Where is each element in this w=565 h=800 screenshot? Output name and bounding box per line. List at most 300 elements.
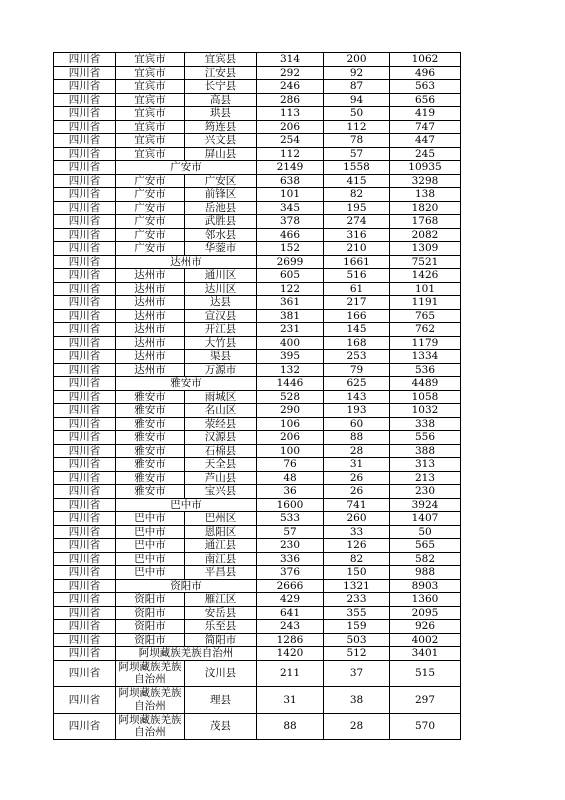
value2-cell: 625 [324,377,390,391]
table-row [54,620,461,634]
table-row [54,404,461,418]
province-cell: 四川省 [54,713,116,740]
table-row [54,134,461,148]
value2-cell: 159 [324,620,390,634]
province-cell: 四川省 [54,93,116,107]
table-row [54,431,461,445]
province-cell: 四川省 [54,134,116,148]
province-cell: 四川省 [54,417,116,431]
value1-cell: 400 [257,336,324,350]
table-row [54,566,461,580]
value2-cell: 78 [324,134,390,148]
table-row [54,336,461,350]
province-cell: 四川省 [54,687,116,714]
value1-cell: 230 [257,539,324,553]
value3-cell: 447 [390,134,461,148]
county-cell: 兴文县 [185,134,257,148]
city-cell: 阿坝藏族羌族自治州 [116,713,185,740]
city-cell: 资阳市 [116,633,185,647]
value2-cell: 50 [324,107,390,121]
value1-cell: 528 [257,390,324,404]
value1-cell: 88 [257,713,324,740]
county-cell: 理县 [185,687,257,714]
city-cell: 宜宾市 [116,66,185,80]
county-cell: 雨城区 [185,390,257,404]
value2-cell: 112 [324,120,390,134]
province-cell: 四川省 [54,593,116,607]
table-row [54,390,461,404]
province-cell: 四川省 [54,161,116,175]
value3-cell: 582 [390,552,461,566]
value3-cell: 101 [390,282,461,296]
value1-cell: 292 [257,66,324,80]
value3-cell: 563 [390,80,461,94]
value2-cell: 200 [324,53,390,67]
table-row [54,471,461,485]
city-cell: 广安市 [116,228,185,242]
province-cell: 四川省 [54,363,116,377]
value3-cell: 388 [390,444,461,458]
value1-cell: 641 [257,606,324,620]
county-cell: 汉源县 [185,431,257,445]
city-cell: 达州市 [116,350,185,364]
table-row [54,363,461,377]
value1-cell: 206 [257,120,324,134]
county-cell: 武胜县 [185,215,257,229]
value3-cell: 1191 [390,296,461,310]
city-cell: 雅安市 [116,444,185,458]
value2-cell: 82 [324,188,390,202]
county-cell: 平昌县 [185,566,257,580]
county-cell: 前锋区 [185,188,257,202]
province-cell: 四川省 [54,525,116,539]
value1-cell: 152 [257,242,324,256]
value2-cell: 126 [324,539,390,553]
county-cell: 高县 [185,93,257,107]
city-cell: 雅安市 [116,404,185,418]
value3-cell: 230 [390,485,461,499]
value3-cell: 1360 [390,593,461,607]
county-cell: 芦山县 [185,471,257,485]
province-cell: 四川省 [54,350,116,364]
city-cell: 宜宾市 [116,134,185,148]
county-cell: 乐至县 [185,620,257,634]
value3-cell: 213 [390,471,461,485]
city-total-row [54,579,461,593]
table-row [54,53,461,67]
value3-cell: 3401 [390,647,461,661]
city-cell: 巴中市 [116,539,185,553]
province-cell: 四川省 [54,498,116,512]
province-cell: 四川省 [54,660,116,687]
province-cell: 四川省 [54,444,116,458]
value1-cell: 1420 [257,647,324,661]
city-cell: 宜宾市 [116,120,185,134]
table-row [54,323,461,337]
value3-cell: 656 [390,93,461,107]
value1-cell: 122 [257,282,324,296]
value3-cell: 765 [390,309,461,323]
value2-cell: 31 [324,458,390,472]
table-row [54,512,461,526]
value3-cell: 338 [390,417,461,431]
value3-cell: 3298 [390,174,461,188]
value3-cell: 515 [390,660,461,687]
value3-cell: 10935 [390,161,461,175]
value3-cell: 2082 [390,228,461,242]
province-cell: 四川省 [54,269,116,283]
value2-cell: 87 [324,80,390,94]
table-row [54,525,461,539]
province-cell: 四川省 [54,647,116,661]
province-cell: 四川省 [54,282,116,296]
city-cell: 宜宾市 [116,53,185,67]
value1-cell: 113 [257,107,324,121]
value2-cell: 195 [324,201,390,215]
table-row [54,485,461,499]
value1-cell: 132 [257,363,324,377]
province-cell: 四川省 [54,606,116,620]
province-cell: 四川省 [54,228,116,242]
county-cell: 恩阳区 [185,525,257,539]
table-row [54,174,461,188]
table-row [54,539,461,553]
city-cell: 广安市 [116,201,185,215]
value3-cell: 2095 [390,606,461,620]
table-row [54,188,461,202]
value2-cell: 512 [324,647,390,661]
province-cell: 四川省 [54,255,116,269]
value1-cell: 76 [257,458,324,472]
value1-cell: 466 [257,228,324,242]
value3-cell: 313 [390,458,461,472]
value2-cell: 274 [324,215,390,229]
value1-cell: 100 [257,444,324,458]
city-cell: 巴中市 [116,566,185,580]
value2-cell: 26 [324,471,390,485]
table-row [54,120,461,134]
city-cell: 阿坝藏族羌族自治州 [116,687,185,714]
province-cell: 四川省 [54,201,116,215]
value1-cell: 31 [257,687,324,714]
table-row [54,660,461,687]
value1-cell: 376 [257,566,324,580]
table-row [54,228,461,242]
value3-cell: 1309 [390,242,461,256]
value3-cell: 496 [390,66,461,80]
value2-cell: 741 [324,498,390,512]
table-row [54,66,461,80]
city-cell: 达州市 [116,309,185,323]
value2-cell: 150 [324,566,390,580]
table-row [54,282,461,296]
value3-cell: 245 [390,147,461,161]
value1-cell: 395 [257,350,324,364]
province-cell: 四川省 [54,336,116,350]
value3-cell: 1426 [390,269,461,283]
value3-cell: 1058 [390,390,461,404]
city-total-row [54,377,461,391]
city-cell: 宜宾市 [116,80,185,94]
value3-cell: 988 [390,566,461,580]
table-row [54,444,461,458]
city-name-cell: 广安市 [116,161,257,175]
value3-cell: 747 [390,120,461,134]
value3-cell: 1062 [390,53,461,67]
city-cell: 宜宾市 [116,147,185,161]
value3-cell: 138 [390,188,461,202]
county-cell: 石棉县 [185,444,257,458]
county-cell: 天全县 [185,458,257,472]
county-cell: 屏山县 [185,147,257,161]
city-total-row [54,498,461,512]
county-cell: 邻水县 [185,228,257,242]
county-cell: 安岳县 [185,606,257,620]
value2-cell: 92 [324,66,390,80]
city-total-row [54,255,461,269]
county-cell: 宜宾县 [185,53,257,67]
city-cell: 达州市 [116,336,185,350]
province-cell: 四川省 [54,512,116,526]
value2-cell: 415 [324,174,390,188]
province-cell: 四川省 [54,539,116,553]
county-cell: 万源市 [185,363,257,377]
value1-cell: 2149 [257,161,324,175]
value1-cell: 1286 [257,633,324,647]
value1-cell: 2699 [257,255,324,269]
value3-cell: 8903 [390,579,461,593]
value1-cell: 2666 [257,579,324,593]
county-cell: 岳池县 [185,201,257,215]
value2-cell: 253 [324,350,390,364]
province-cell: 四川省 [54,296,116,310]
value2-cell: 57 [324,147,390,161]
province-cell: 四川省 [54,53,116,67]
value3-cell: 762 [390,323,461,337]
value2-cell: 193 [324,404,390,418]
value1-cell: 246 [257,80,324,94]
value2-cell: 355 [324,606,390,620]
table-row [54,147,461,161]
value3-cell: 4002 [390,633,461,647]
value1-cell: 112 [257,147,324,161]
city-name-cell: 雅安市 [116,377,257,391]
table-row [54,458,461,472]
city-total-row [54,161,461,175]
province-cell: 四川省 [54,107,116,121]
value2-cell: 94 [324,93,390,107]
value1-cell: 1446 [257,377,324,391]
county-cell: 江安县 [185,66,257,80]
value2-cell: 82 [324,552,390,566]
city-cell: 巴中市 [116,552,185,566]
table-row [54,242,461,256]
table-row [54,593,461,607]
value1-cell: 206 [257,431,324,445]
value3-cell: 419 [390,107,461,121]
table-row [54,107,461,121]
province-cell: 四川省 [54,404,116,418]
county-cell: 达川区 [185,282,257,296]
province-cell: 四川省 [54,323,116,337]
value2-cell: 166 [324,309,390,323]
province-cell: 四川省 [54,458,116,472]
city-cell: 资阳市 [116,606,185,620]
county-cell: 巴州区 [185,512,257,526]
province-cell: 四川省 [54,471,116,485]
value3-cell: 926 [390,620,461,634]
value1-cell: 345 [257,201,324,215]
city-cell: 达州市 [116,363,185,377]
county-cell: 渠县 [185,350,257,364]
table-row [54,350,461,364]
value2-cell: 61 [324,282,390,296]
value1-cell: 48 [257,471,324,485]
county-cell: 简阳市 [185,633,257,647]
value3-cell: 565 [390,539,461,553]
province-cell: 四川省 [54,620,116,634]
value2-cell: 28 [324,713,390,740]
province-cell: 四川省 [54,174,116,188]
province-cell: 四川省 [54,147,116,161]
table-row [54,201,461,215]
value3-cell: 1334 [390,350,461,364]
province-cell: 四川省 [54,309,116,323]
province-cell: 四川省 [54,633,116,647]
city-cell: 雅安市 [116,458,185,472]
province-cell: 四川省 [54,566,116,580]
city-cell: 广安市 [116,242,185,256]
province-cell: 四川省 [54,377,116,391]
city-cell: 宜宾市 [116,93,185,107]
value3-cell: 1032 [390,404,461,418]
value3-cell: 570 [390,713,461,740]
value2-cell: 516 [324,269,390,283]
value2-cell: 33 [324,525,390,539]
value1-cell: 314 [257,53,324,67]
value1-cell: 231 [257,323,324,337]
city-name-cell: 资阳市 [116,579,257,593]
city-cell: 资阳市 [116,620,185,634]
value3-cell: 4489 [390,377,461,391]
province-cell: 四川省 [54,215,116,229]
county-cell: 长宁县 [185,80,257,94]
city-cell: 资阳市 [116,593,185,607]
county-cell: 达县 [185,296,257,310]
city-cell: 广安市 [116,188,185,202]
city-cell: 巴中市 [116,512,185,526]
city-name-cell: 阿坝藏族羌族自治州 [116,647,257,661]
city-cell: 雅安市 [116,431,185,445]
province-cell: 四川省 [54,188,116,202]
city-cell: 广安市 [116,215,185,229]
province-cell: 四川省 [54,552,116,566]
value2-cell: 210 [324,242,390,256]
value1-cell: 106 [257,417,324,431]
city-cell: 阿坝藏族羌族自治州 [116,660,185,687]
value3-cell: 536 [390,363,461,377]
value2-cell: 145 [324,323,390,337]
table-row [54,309,461,323]
table-row [54,80,461,94]
value1-cell: 533 [257,512,324,526]
table-row [54,633,461,647]
value3-cell: 50 [390,525,461,539]
county-cell: 通江县 [185,539,257,553]
city-cell: 达州市 [116,323,185,337]
value1-cell: 211 [257,660,324,687]
table-row [54,552,461,566]
value2-cell: 143 [324,390,390,404]
county-cell: 汶川县 [185,660,257,687]
value1-cell: 254 [257,134,324,148]
city-cell: 雅安市 [116,485,185,499]
value2-cell: 1321 [324,579,390,593]
value1-cell: 336 [257,552,324,566]
table-row [54,93,461,107]
value1-cell: 605 [257,269,324,283]
table-row [54,713,461,740]
table-row [54,606,461,620]
table-row [54,417,461,431]
county-cell: 大竹县 [185,336,257,350]
value2-cell: 37 [324,660,390,687]
value1-cell: 101 [257,188,324,202]
province-cell: 四川省 [54,66,116,80]
value2-cell: 26 [324,485,390,499]
value3-cell: 3924 [390,498,461,512]
value1-cell: 381 [257,309,324,323]
value2-cell: 38 [324,687,390,714]
city-name-cell: 达州市 [116,255,257,269]
city-cell: 达州市 [116,296,185,310]
value3-cell: 297 [390,687,461,714]
province-cell: 四川省 [54,390,116,404]
value1-cell: 36 [257,485,324,499]
city-cell: 宜宾市 [116,107,185,121]
county-cell: 雁江区 [185,593,257,607]
value3-cell: 1768 [390,215,461,229]
county-cell: 名山区 [185,404,257,418]
city-cell: 广安市 [116,174,185,188]
value1-cell: 243 [257,620,324,634]
county-cell: 宣汉县 [185,309,257,323]
city-cell: 雅安市 [116,417,185,431]
table-row [54,296,461,310]
value3-cell: 556 [390,431,461,445]
county-cell: 荥经县 [185,417,257,431]
value3-cell: 1407 [390,512,461,526]
value2-cell: 1558 [324,161,390,175]
value1-cell: 378 [257,215,324,229]
county-cell: 广安区 [185,174,257,188]
value1-cell: 361 [257,296,324,310]
value2-cell: 79 [324,363,390,377]
value2-cell: 503 [324,633,390,647]
value1-cell: 1600 [257,498,324,512]
county-cell: 宝兴县 [185,485,257,499]
value2-cell: 316 [324,228,390,242]
table-body [54,53,461,740]
province-cell: 四川省 [54,80,116,94]
city-cell: 达州市 [116,282,185,296]
value2-cell: 168 [324,336,390,350]
county-cell: 华蓥市 [185,242,257,256]
county-cell: 开江县 [185,323,257,337]
city-cell: 达州市 [116,269,185,283]
county-cell: 南江县 [185,552,257,566]
value2-cell: 60 [324,417,390,431]
